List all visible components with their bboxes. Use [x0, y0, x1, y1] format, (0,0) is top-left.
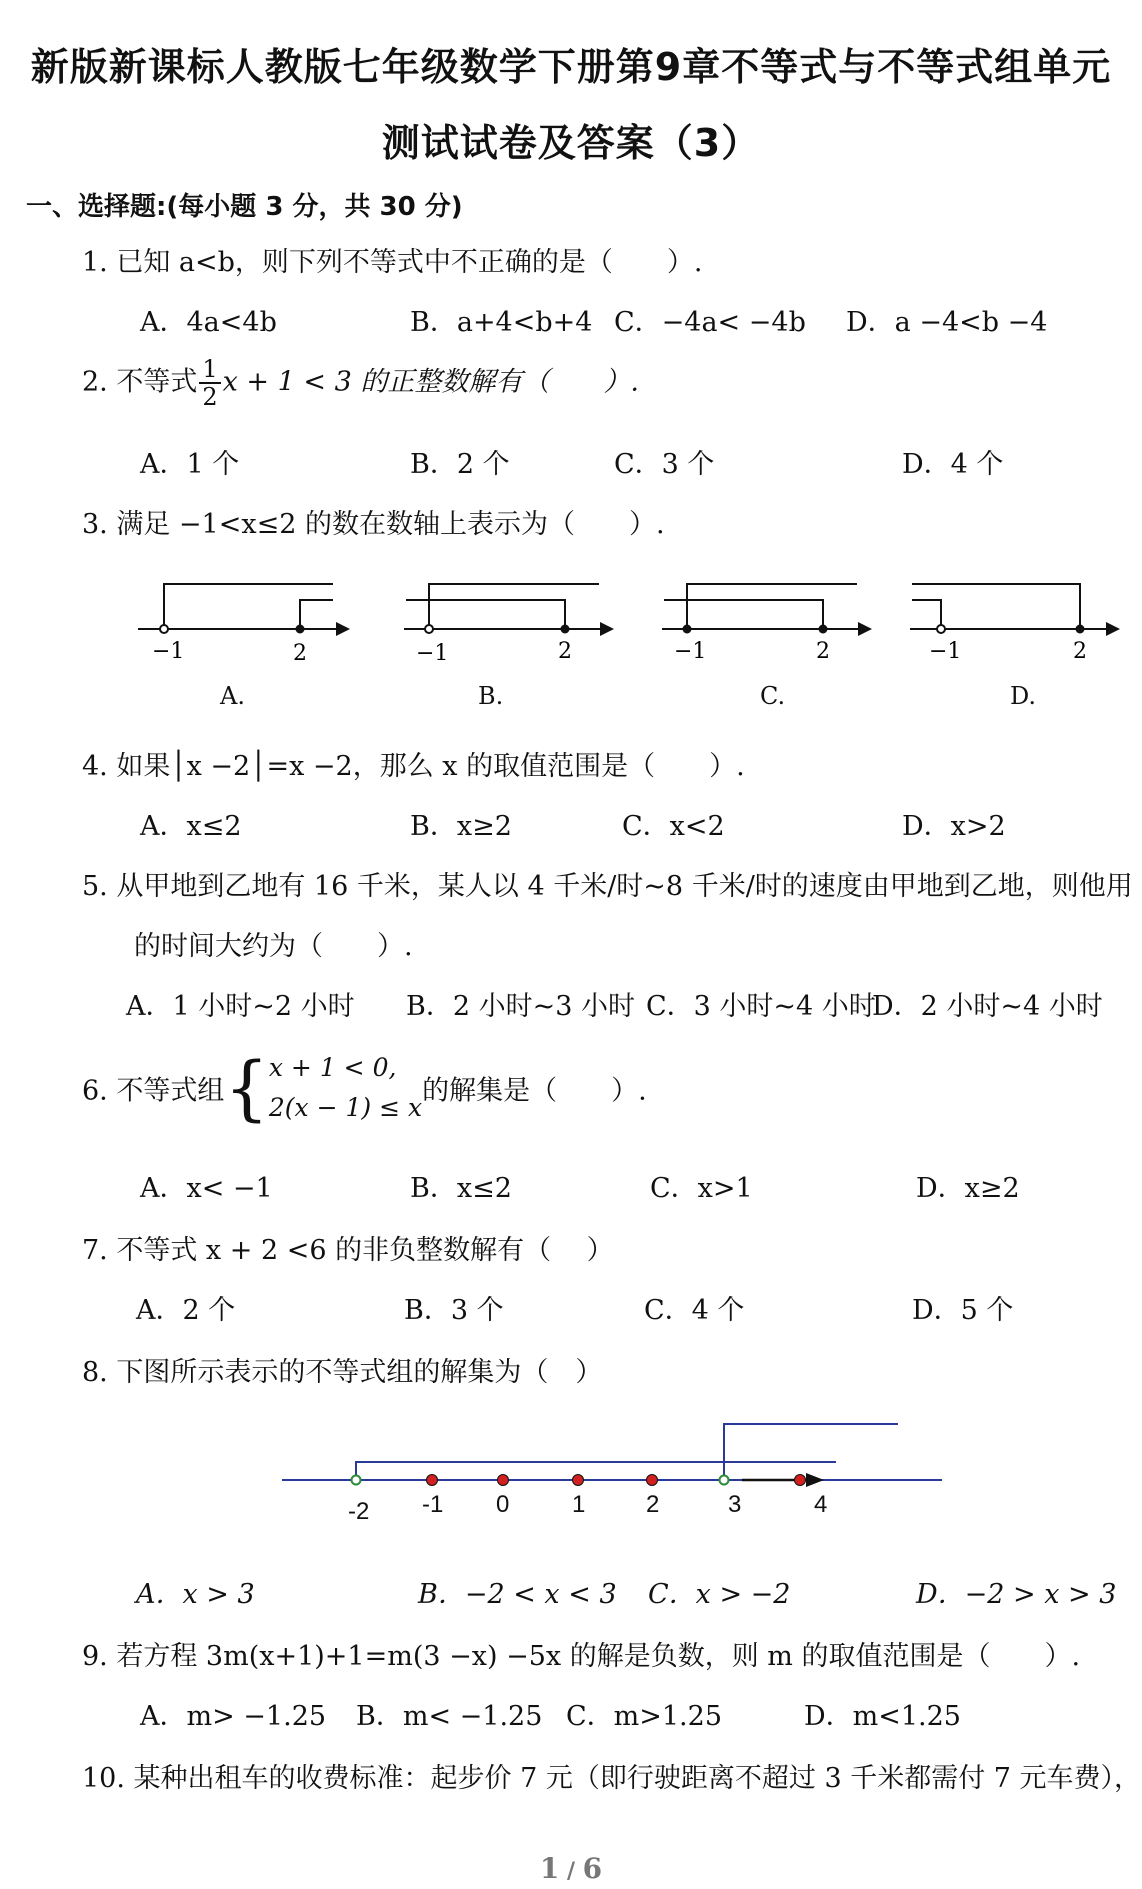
q6-system-row-1: x + 1 < 0,: [268, 1053, 397, 1082]
page-total: 6: [582, 1852, 603, 1885]
question-3: 3. 满足 −1<x≤2 的数在数轴上表示为（ ）.: [82, 509, 665, 540]
q2-fraction-num: 1: [199, 356, 220, 384]
q8-option-a: A．x > 3: [136, 1579, 255, 1610]
q3-label-a: A.: [220, 682, 245, 710]
q8-tick-0: 0: [496, 1491, 510, 1518]
q3-d-left-tick: −1: [929, 639, 962, 664]
q7-option-a: A．2 个: [136, 1295, 236, 1326]
q3-label-c: C.: [760, 682, 786, 710]
q3-d-right-tick: 2: [1073, 639, 1087, 664]
q8-option-c: C．x > −2: [648, 1579, 791, 1610]
q6-brace: {: [224, 1047, 269, 1129]
q8-tick-3: 3: [728, 1491, 742, 1518]
q4-option-a: A．x≤2: [140, 811, 242, 842]
q8-number-line: [280, 1412, 950, 1532]
q5-option-d: D．2 小时~4 小时: [872, 991, 1103, 1022]
q3-a-right-tick: 2: [293, 641, 307, 666]
q3-number-line-b: [404, 576, 619, 666]
question-8: 8. 下图所示表示的不等式组的解集为（ ）: [82, 1357, 603, 1388]
q7-option-b: B．3 个: [404, 1295, 504, 1326]
q2-option-d: D．4 个: [902, 449, 1004, 480]
q5-option-a: A．1 小时~2 小时: [126, 991, 355, 1022]
q4-option-c: C．x<2: [622, 811, 725, 842]
q9-option-c: C．m>1.25: [566, 1701, 723, 1732]
q6-option-a: A．x< −1: [140, 1173, 273, 1204]
q6-system-row-2: 2(x − 1) ≤ x: [268, 1093, 423, 1122]
q6-prefix: 6. 不等式组: [82, 1075, 225, 1107]
question-6: [82, 1048, 647, 1128]
q8-tick-4: 4: [814, 1491, 828, 1518]
q2-fraction: [199, 356, 220, 410]
question-4: 4. 如果│x −2│=x −2，那么 x 的取值范围是（ ）.: [82, 751, 745, 782]
q6-option-c: C．x>1: [650, 1173, 753, 1204]
q3-number-line-c: [662, 576, 877, 666]
q9-option-d: D．m<1.25: [804, 1701, 961, 1732]
q6-system: [269, 1048, 422, 1128]
section-heading: 一、选择题:(每小题 3 分，共 30 分): [26, 192, 463, 222]
q2-suffix: x + 1 < 3 的正整数解有（ ）.: [222, 366, 639, 398]
q7-option-c: C．4 个: [644, 1295, 745, 1326]
q7-option-d: D．5 个: [912, 1295, 1014, 1326]
q2-fraction-den: 2: [202, 383, 218, 411]
q3-c-right-tick: 2: [816, 639, 830, 664]
q4-option-d: D．x>2: [902, 811, 1006, 842]
q6-option-b: B．x≤2: [410, 1173, 512, 1204]
question-2: [82, 356, 639, 410]
q2-option-b: B．2 个: [410, 449, 510, 480]
q1-option-a: A．4a<4b: [140, 307, 277, 338]
q6-option-d: D．x≥2: [916, 1173, 1020, 1204]
q8-tick-1: 1: [572, 1491, 586, 1518]
q3-c-left-tick: −1: [674, 639, 707, 664]
question-7: 7. 不等式 x + 2 <6 的非负整数解有（ ）: [82, 1235, 614, 1266]
question-5-line-1: 5. 从甲地到乙地有 16 千米，某人以 4 千米/时~8 千米/时的速度由甲地到乙地，则他用: [82, 871, 1133, 902]
q5-option-c: C．3 小时~4 小时: [646, 991, 876, 1022]
question-1: 1. 已知 a<b，则下列不等式中不正确的是（ ）.: [82, 247, 703, 278]
q3-number-line-d: [910, 576, 1125, 666]
q3-b-left-tick: −1: [416, 641, 449, 666]
q4-option-b: B．x≥2: [410, 811, 512, 842]
q5-option-b: B．2 小时~3 小时: [406, 991, 635, 1022]
question-5-line-2: 的时间大约为（ ）.: [134, 931, 413, 962]
q3-a-left-tick: −1: [152, 639, 185, 664]
q2-option-a: A．1 个: [140, 449, 240, 480]
title-line-2: 测试试卷及答案（3）: [381, 121, 761, 165]
q9-option-a: A．m> −1.25: [140, 1701, 327, 1732]
question-10: 10. 某种出租车的收费标准：起步价 7 元（即行驶距离不超过 3 千米都需付 7 元车费），: [82, 1763, 1142, 1794]
q3-label-b: B.: [478, 682, 504, 710]
q9-option-b: B．m< −1.25: [356, 1701, 543, 1732]
q3-b-right-tick: 2: [558, 639, 572, 664]
q1-option-b: B．a+4<b+4: [410, 307, 593, 338]
q2-option-c: C．3 个: [614, 449, 715, 480]
q8-option-b: B．−2 < x < 3: [418, 1579, 617, 1610]
q1-option-c: C．−4a< −4b: [614, 307, 806, 338]
q8-tick-neg1: -1: [422, 1491, 444, 1518]
q8-tick-2: 2: [646, 1491, 660, 1518]
q3-label-d: D.: [1010, 682, 1037, 710]
q8-tick-neg2: -2: [348, 1498, 370, 1525]
title-line-1: 新版新课标人教版七年级数学下册第9章不等式与不等式组单元: [30, 45, 1112, 89]
q1-option-d: D．a −4<b −4: [846, 307, 1048, 338]
q8-option-d: D．−2 > x > 3: [916, 1579, 1117, 1610]
page-number: 1 / 6: [539, 1852, 603, 1885]
question-9: 9. 若方程 3m(x+1)+1=m(3 −x) −5x 的解是负数，则 m 的取值范围是（ ）.: [82, 1641, 1081, 1672]
q3-number-line-a: [138, 576, 353, 666]
q6-suffix: 的解集是（ ）.: [422, 1075, 647, 1107]
q2-prefix: 2. 不等式: [82, 366, 198, 398]
page-current: 1: [539, 1852, 560, 1885]
